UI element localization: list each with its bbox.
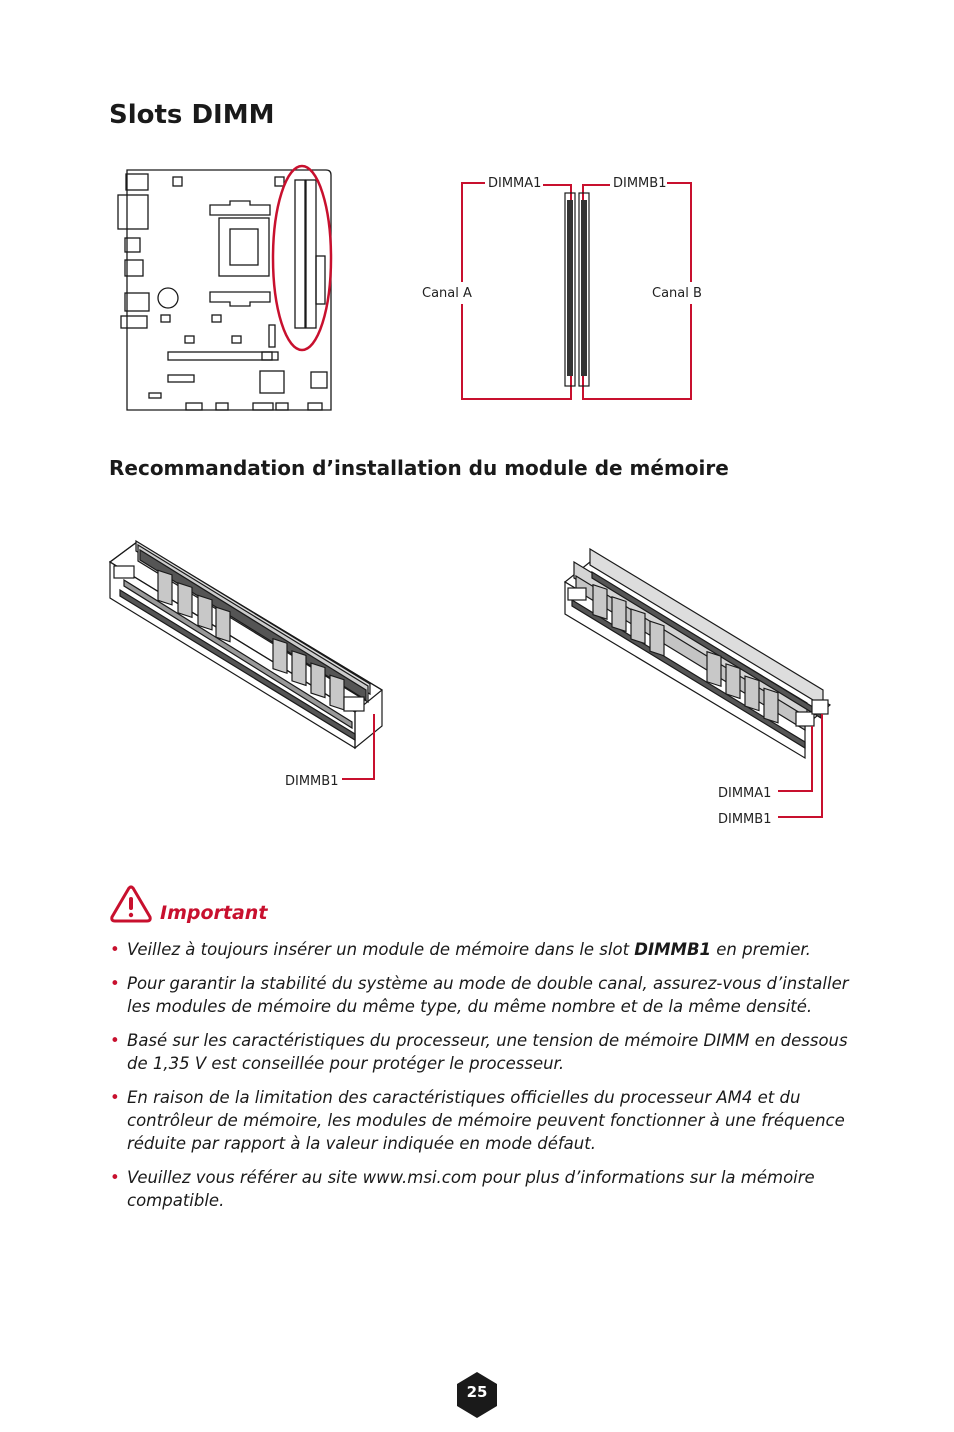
important-notes — [110, 938, 850, 1223]
label-canal-b: Canal B — [652, 286, 702, 301]
label-left-dimmb1: DIMMB1 — [285, 774, 339, 789]
canal-a-bracket-top — [462, 183, 485, 282]
canal-b-bracket-top — [667, 183, 691, 282]
label-right-dimmb1: DIMMB1 — [718, 812, 772, 827]
note-item: • En raison de la limitation des caractéristiques officielles du processeur AM4 et du contrôleur de mémoire, les modules de mémoire peuvent fonctionner à une fréquence réduite par rapport à la valeur indiquée en mode défaut. — [110, 1086, 850, 1155]
section-subtitle: Recommandation d’installation du module de mémoire — [109, 456, 729, 480]
note-emphasis: DIMMB1 — [634, 940, 712, 959]
note-item: • Veillez à toujours insérer un module de mémoire dans le slot DIMMB1 en premier. — [110, 938, 850, 961]
important-title: Important — [160, 902, 268, 924]
label-canal-a: Canal A — [422, 286, 472, 301]
note-item: • Pour garantir la stabilité du système au mode de double canal, assurez-vous d’installer les modules de mémoire du même type, du même nombre et de la même densité. — [110, 972, 850, 1018]
single-module-illustration — [110, 541, 382, 748]
label-dimma1: DIMMA1 — [488, 176, 542, 191]
canal-a-bracket-bottom — [462, 185, 571, 399]
label-dimmb1: DIMMB1 — [613, 176, 667, 191]
label-right-dimma1: DIMMA1 — [718, 786, 772, 801]
warning-icon — [112, 887, 150, 921]
note-item: • Veuillez vous référer au site www.msi.com pour plus d’informations sur la mémoire compatible. — [110, 1166, 850, 1212]
page-number: 25 — [466, 1383, 488, 1401]
note-item: • Basé sur les caractéristiques du processeur, une tension de mémoire DIMM en dessous de 1,35 V est conseillée pour protéger le processeur. — [110, 1029, 850, 1075]
page-title: Slots DIMM — [109, 100, 275, 130]
dual-module-illustration — [565, 549, 830, 758]
